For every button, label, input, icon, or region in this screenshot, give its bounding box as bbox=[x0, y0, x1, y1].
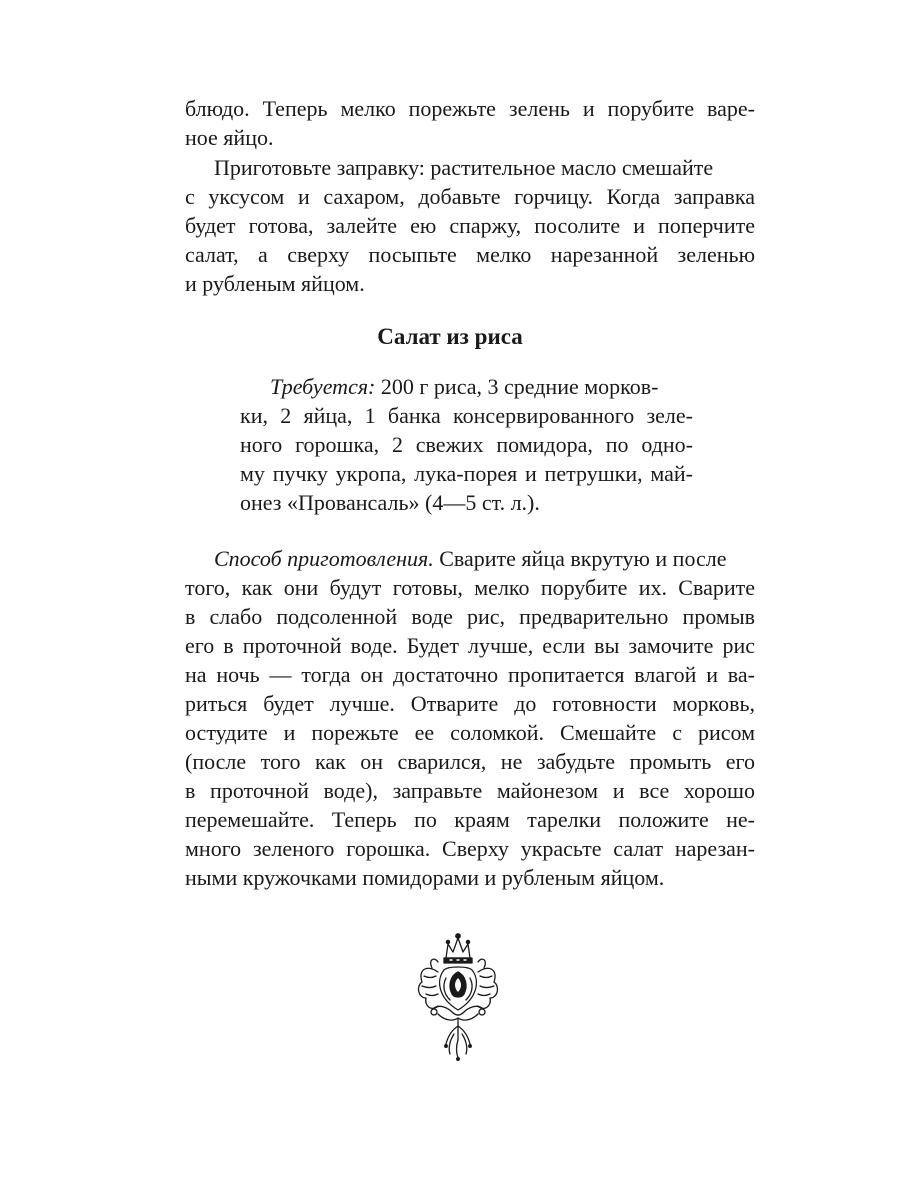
ingredients-line: ного горошка, 2 свежих помидора, по одно- bbox=[240, 432, 693, 457]
text-line: и рубленым яйцом. bbox=[185, 271, 365, 296]
method-line: его в проточной воде. Будет лучше, если вы замочите рис bbox=[185, 633, 755, 658]
method-line: много зеленого горошка. Сверху украсьте салат нарезан- bbox=[185, 836, 755, 861]
ingredients-text: 200 г риса, 3 средние морков- bbox=[375, 374, 659, 399]
method-text: Сварите яйца вкрутую и после bbox=[433, 546, 727, 571]
method-label: Способ приготовления. bbox=[214, 546, 434, 571]
paragraph-first-line: Приготовьте заправку: растительное масло смешайте bbox=[214, 155, 714, 180]
method-line: того, как они будут готовы, мелко порубите их. Сварите bbox=[185, 575, 755, 600]
text-line: салат, а сверху посыпьте мелко нарезанной зеленью bbox=[185, 242, 755, 267]
ingredients-first-line bbox=[270, 373, 693, 401]
crest-ornament-icon bbox=[408, 928, 508, 1064]
method-first-line bbox=[214, 545, 755, 573]
ingredients-line: ки, 2 яйца, 1 банка консервированного зеле- bbox=[240, 403, 693, 428]
method-line: в слабо подсоленной воде рис, предварительно промыв bbox=[185, 604, 755, 629]
text-line: ное яйцо. bbox=[185, 125, 274, 150]
method-line: остудите и порежьте ее соломкой. Смешайте с рисом bbox=[185, 720, 755, 745]
method-line: перемешайте. Теперь по краям тарелки положите не- bbox=[185, 807, 755, 832]
ingredients-line: онез «Провансаль» (4—5 ст. л.). bbox=[240, 490, 540, 515]
text-line: будет готова, залейте ею спаржу, посолите и поперчите bbox=[185, 213, 755, 238]
method-line: (после того как он сварился, не забудьте промыть его bbox=[185, 749, 755, 774]
ingredients-line: му пучку укропа, лука-порея и петрушки, май- bbox=[240, 461, 693, 486]
method-line: в проточной воде), заправьте майонезом и все хорошо bbox=[185, 778, 755, 803]
text-line: блюдо. Теперь мелко порежьте зелень и порубите варе- bbox=[185, 96, 755, 121]
ingredients-label: Требуется: bbox=[270, 374, 376, 399]
recipe-title: Салат из риса bbox=[377, 324, 523, 349]
text-line: с уксусом и сахаром, добавьте горчицу. Когда заправка bbox=[185, 184, 755, 209]
method-line: ными кружочками помидорами и рубленым яйцом. bbox=[185, 865, 665, 890]
method-line: риться будет лучше. Отварите до готовности морковь, bbox=[185, 691, 755, 716]
method-line: на ночь — тогда он достаточно пропитается влагой и ва- bbox=[185, 662, 755, 687]
